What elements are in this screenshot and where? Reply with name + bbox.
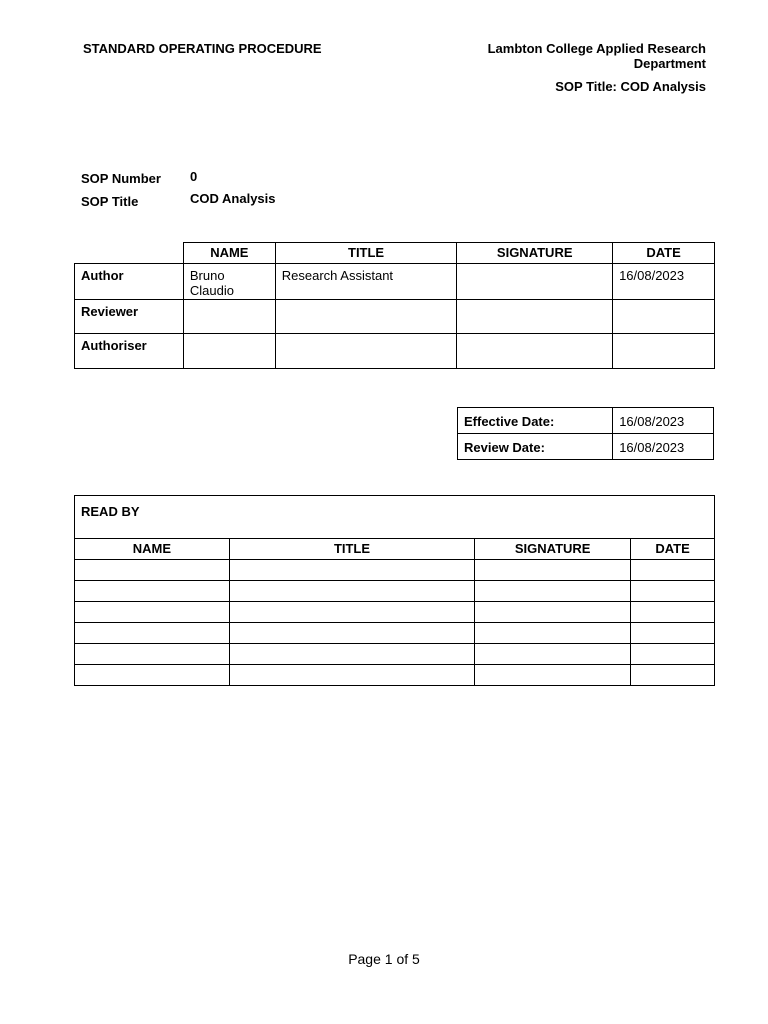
read-by-header-name: NAME <box>75 539 230 560</box>
reviewer-signature <box>457 300 613 334</box>
reviewer-role: Reviewer <box>75 300 184 334</box>
read-by-signature-cell <box>475 644 631 665</box>
read-by-date-cell <box>631 602 715 623</box>
approval-header-date: DATE <box>613 243 715 264</box>
read-by-date-cell <box>631 623 715 644</box>
read-by-name-cell <box>75 560 230 581</box>
dates-table <box>457 407 714 460</box>
organization-line-1: Lambton College Applied Research <box>487 41 706 56</box>
page-number: Page 1 of 5 <box>348 951 420 967</box>
read-by-table <box>74 495 715 686</box>
organization-heading <box>406 41 706 71</box>
document-type-heading: STANDARD OPERATING PROCEDURE <box>83 41 322 56</box>
read-by-header-signature: SIGNATURE <box>475 539 631 560</box>
read-by-rows <box>75 560 715 686</box>
sop-title-value: COD Analysis <box>190 191 276 206</box>
review-date-value: 16/08/2023 <box>613 434 714 460</box>
reviewer-name <box>183 300 275 334</box>
read-by-title-cell <box>229 602 475 623</box>
read-by-header-title: TITLE <box>229 539 475 560</box>
read-by-signature-cell <box>475 665 631 686</box>
read-by-title-cell <box>229 644 475 665</box>
read-by-title-cell <box>229 623 475 644</box>
header-sop-title: SOP Title: COD Analysis <box>555 79 706 94</box>
read-by-name-cell <box>75 623 230 644</box>
author-date: 16/08/2023 <box>613 264 715 300</box>
read-by-date-cell <box>631 644 715 665</box>
review-date-row <box>458 434 714 460</box>
approval-header-name: NAME <box>183 243 275 264</box>
read-by-date-cell <box>631 581 715 602</box>
read-by-header-date: DATE <box>631 539 715 560</box>
read-by-date-cell <box>631 560 715 581</box>
effective-date-row <box>458 408 714 434</box>
read-by-row <box>75 581 715 602</box>
organization-line-2: Department <box>633 56 706 71</box>
read-by-row <box>75 623 715 644</box>
read-by-signature-cell <box>475 581 631 602</box>
authoriser-name <box>183 334 275 369</box>
read-by-title-cell <box>229 581 475 602</box>
reviewer-date <box>613 300 715 334</box>
approval-header-signature: SIGNATURE <box>457 243 613 264</box>
read-by-title-cell <box>229 665 475 686</box>
read-by-row <box>75 560 715 581</box>
sop-number-value: 0 <box>190 169 198 184</box>
read-by-name-cell <box>75 644 230 665</box>
read-by-caption: READ BY <box>75 496 715 539</box>
authoriser-role: Authoriser <box>75 334 184 369</box>
effective-date-label: Effective Date: <box>458 408 613 434</box>
authoriser-title <box>275 334 457 369</box>
author-last-name: Claudio <box>189 283 234 298</box>
read-by-caption-row <box>75 496 715 539</box>
read-by-signature-cell <box>475 623 631 644</box>
approval-header-row <box>75 243 715 264</box>
read-by-title-cell <box>229 560 475 581</box>
authoriser-signature <box>457 334 613 369</box>
authoriser-date <box>613 334 715 369</box>
read-by-row <box>75 665 715 686</box>
effective-date-value: 16/08/2023 <box>613 408 714 434</box>
read-by-row <box>75 644 715 665</box>
read-by-name-cell <box>75 602 230 623</box>
read-by-name-cell <box>75 581 230 602</box>
author-signature <box>457 264 613 300</box>
sop-title-label: SOP Title <box>81 194 139 209</box>
read-by-row <box>75 602 715 623</box>
sop-number-label: SOP Number <box>81 171 161 186</box>
read-by-name-cell <box>75 665 230 686</box>
author-name <box>183 264 275 300</box>
review-date-label: Review Date: <box>458 434 613 460</box>
author-title: Research Assistant <box>275 264 457 300</box>
approval-row-reviewer <box>75 300 715 334</box>
read-by-date-cell <box>631 665 715 686</box>
read-by-signature-cell <box>475 560 631 581</box>
reviewer-title <box>275 300 457 334</box>
approval-header-empty <box>75 243 184 264</box>
approval-row-author <box>75 264 715 300</box>
author-first-name: Bruno <box>189 268 225 283</box>
approval-header-title: TITLE <box>275 243 457 264</box>
read-by-header-row <box>75 539 715 560</box>
read-by-signature-cell <box>475 602 631 623</box>
approval-row-authoriser <box>75 334 715 369</box>
author-role: Author <box>75 264 184 300</box>
approval-table <box>74 242 715 369</box>
